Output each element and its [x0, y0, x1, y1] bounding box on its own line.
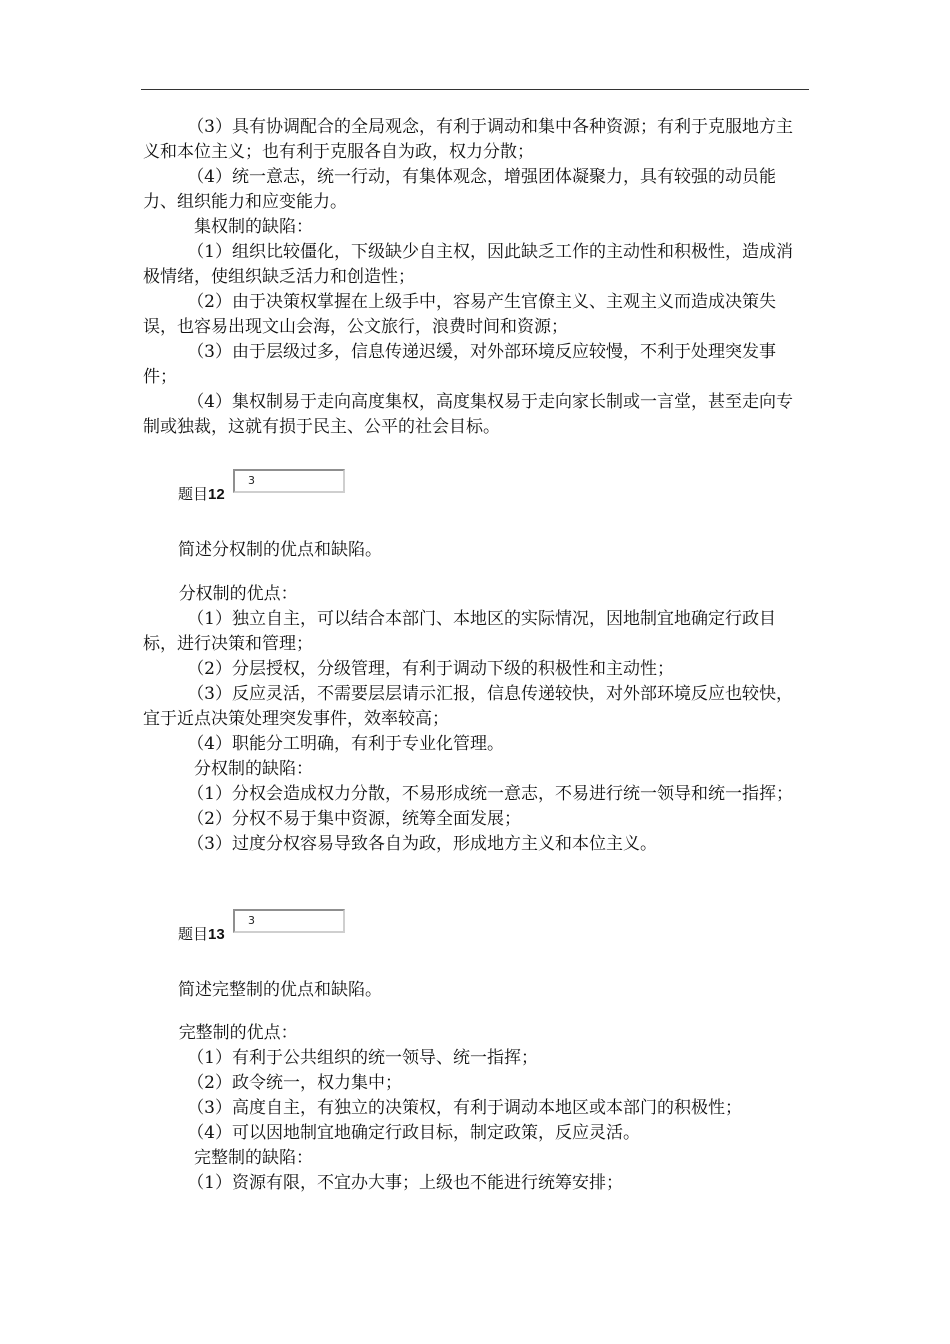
question-13-header	[178, 923, 225, 944]
question-number: 12	[208, 486, 225, 503]
paragraph: （1）分权会造成权力分散，不易形成统一意志，不易进行统一领导和统一指挥；	[187, 784, 794, 804]
paragraph: （4）集权制易于走向高度集权，高度集权易于走向家长制或一言堂，甚至走向专制或独裁，这就有损于民主、公平的社会目标。	[143, 392, 794, 437]
question-label: 题目	[178, 925, 209, 943]
paragraph: （2）政令统一，权力集中；	[187, 1073, 403, 1093]
question-12-header	[178, 483, 225, 504]
paragraph: （3）具有协调配合的全局观念，有利于调动和集中各种资源；有利于克服地方主义和本位主义；也有利于克服各自为政，权力分散；	[143, 117, 794, 162]
paragraph: （2）分层授权，分级管理，有利于调动下级的积极性和主动性；	[187, 659, 675, 679]
paragraph: （3）反应灵活，不需要层层请示汇报，信息传递较快，对外部环境反应也较快，宜于近点决策处理突发事件，效率较高；	[143, 684, 794, 729]
score-field[interactable]: 3	[233, 909, 345, 933]
section-heading: 分权制的缺陷：	[194, 759, 313, 779]
paragraph: （4）可以因地制宜地确定行政目标，制定政策，反应灵活。	[187, 1123, 641, 1143]
section-heading: 集权制的缺陷：	[194, 217, 313, 237]
section-heading: 完整制的优点：	[178, 1023, 298, 1043]
paragraph: （1）有利于公共组织的统一领导、统一指挥；	[187, 1048, 539, 1068]
paragraph: （3）由于层级过多，信息传递迟缓，对外部环境反应较慢，不利于处理突发事件；	[143, 342, 777, 387]
paragraph: （3）高度自主，有独立的决策权，有利于调动本地区或本部门的积极性；	[187, 1098, 743, 1118]
paragraph: （3）过度分权容易导致各自为政，形成地方主义和本位主义。	[187, 834, 658, 854]
answer-block-centralization	[143, 115, 795, 440]
paragraph: （2）由于决策权掌握在上级手中，容易产生官僚主义、主观主义而造成决策失误，也容易出现文山会海，公文旅行，浪费时间和资源；	[143, 292, 777, 337]
paragraph: （4）统一意志，统一行动，有集体观念，增强团体凝聚力，具有较强的动员能力、组织能力和应变能力。	[143, 167, 777, 212]
paragraph: （1）资源有限，不宜办大事；上级也不能进行统筹安排；	[187, 1173, 624, 1193]
answer-block-integrated	[143, 1021, 795, 1196]
paragraph: （1）组织比较僵化，下级缺少自主权，因此缺乏工作的主动性和积极性，造成消极情绪，使组织缺乏活力和创造性；	[143, 242, 794, 287]
answer-block-decentralization	[143, 582, 795, 857]
paragraph: （1）独立自主，可以结合本部门、本地区的实际情况，因地制宜地确定行政目标，进行决策和管理；	[143, 609, 777, 654]
question-label: 题目	[178, 485, 209, 503]
question-number: 13	[208, 926, 225, 943]
header-rule	[141, 89, 809, 90]
question-prompt: 简述分权制的优点和缺陷。	[178, 540, 382, 560]
score-field[interactable]: 3	[233, 469, 345, 493]
question-prompt: 简述完整制的优点和缺陷。	[178, 980, 382, 1000]
section-heading: 完整制的缺陷：	[194, 1148, 313, 1168]
section-heading: 分权制的优点：	[178, 584, 298, 604]
paragraph: （2）分权不易于集中资源，统筹全面发展；	[187, 809, 522, 829]
paragraph: （4）职能分工明确，有利于专业化管理。	[187, 734, 505, 754]
